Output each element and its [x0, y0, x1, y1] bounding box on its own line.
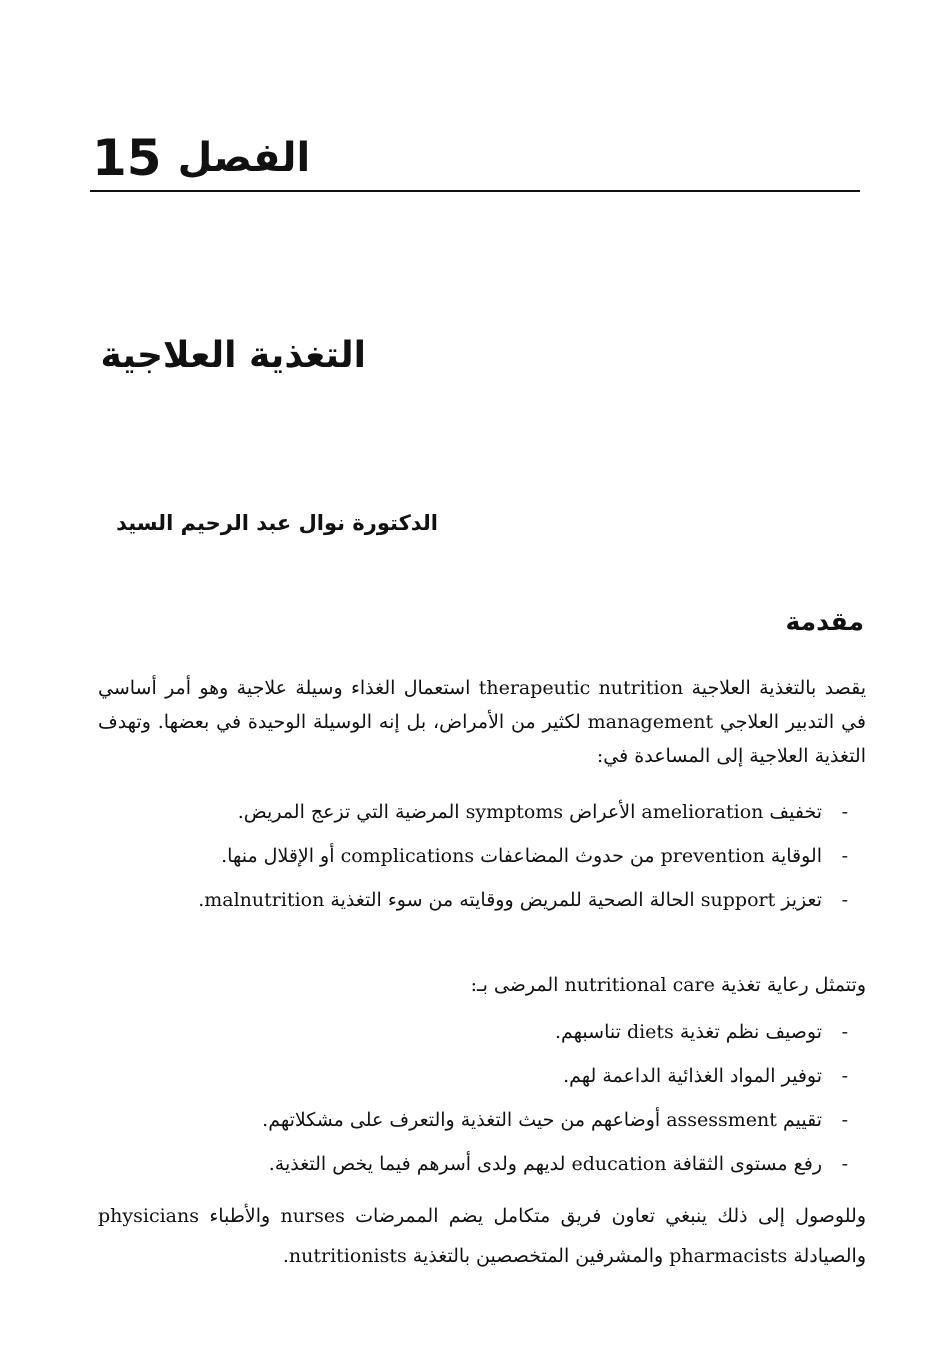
section-heading: مقدمة	[785, 607, 864, 636]
goals-list	[98, 790, 822, 922]
list-item: - رفع مستوى الثقافة education لديهم ولدى أسرهم فيما يخص التغذية.	[98, 1142, 822, 1186]
chapter-number: 15	[92, 129, 162, 187]
outro-paragraph: وللوصول إلى ذلك ينبغي تعاون فريق متكامل يضم الممرضات nurses والأطباء physicians والصيادلة pharmacists والمشرفين المتخصصين بالتغذية nutritionists.	[98, 1205, 866, 1267]
list-item: - تعزيز support الحالة الصحية للمريض ووقايته من سوء التغذية malnutrition.	[98, 878, 822, 922]
list-item: - تقييم assessment أوضاعهم من حيث التغذية والتعرف على مشكلاتهم.	[98, 1098, 822, 1142]
list-item: - توفير المواد الغذائية الداعمة لهم.	[98, 1054, 822, 1098]
chapter-title: التغذية العلاجية	[100, 335, 366, 376]
author-name: الدكتورة نوال عبد الرحيم السيد	[116, 511, 438, 535]
intro-paragraph: يقصد بالتغذية العلاجية therapeutic nutrition استعمال الغذاء وسيلة علاجية وهو أمر أساسي في التدبير العلاجي management لكثير من الأمراض، بل إنه الوسيلة الوحيدة في بعضها. وتهدف التغذية العلاجية إلى المساعدة في:	[98, 677, 867, 767]
care-intro-paragraph: وتتمثل رعاية تغذية nutritional care المرضى بـ:	[470, 974, 866, 996]
list-item: - الوقاية prevention من حدوث المضاعفات complications أو الإقلال منها.	[98, 834, 822, 878]
chapter-divider	[90, 190, 860, 192]
chapter-word: الفصل	[177, 135, 311, 181]
list-item: - توصيف نظم تغذية diets تناسبهم.	[98, 1010, 822, 1054]
chapter-header	[92, 128, 860, 188]
care-list	[98, 1010, 822, 1186]
list-item: - تخفيف amelioration الأعراض symptoms المرضية التي تزعج المريض.	[98, 790, 822, 834]
